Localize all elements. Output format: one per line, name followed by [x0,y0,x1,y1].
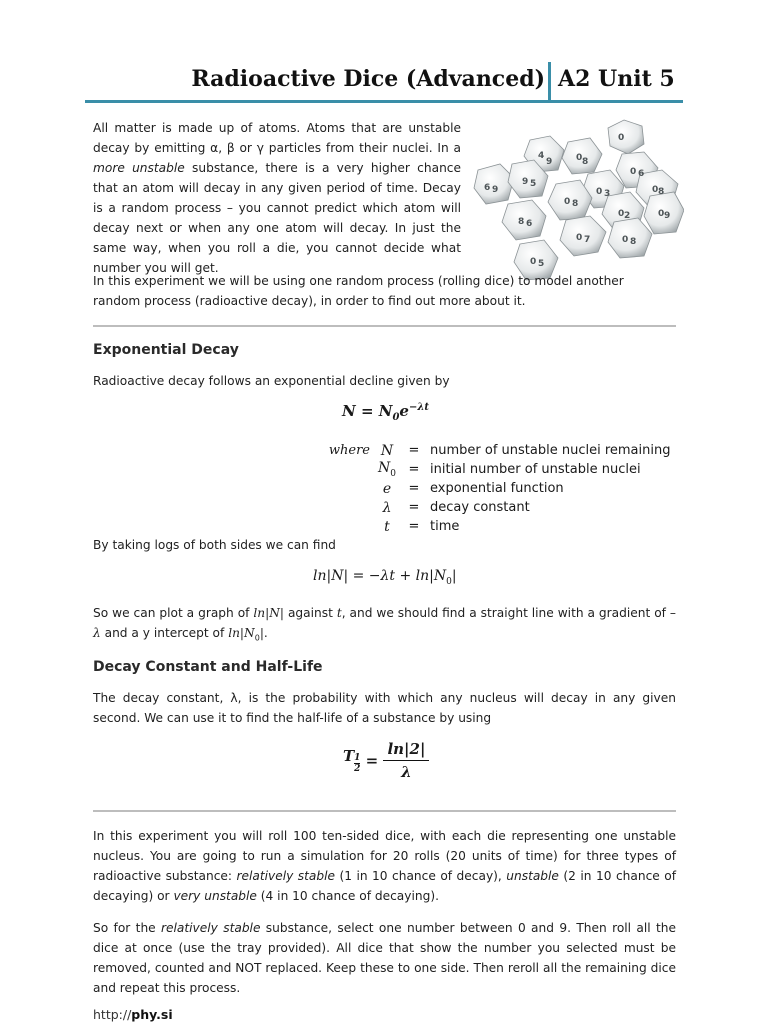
section-divider [93,325,676,327]
svg-text:9: 9 [546,157,553,167]
svg-text:8: 8 [658,187,665,197]
svg-text:5: 5 [538,259,545,269]
logs-intro: By taking logs of both sides we can find [93,538,336,552]
svg-text:5: 5 [530,179,537,189]
svg-text:9: 9 [492,185,499,195]
page-title: Radioactive Dice (Advanced) [191,66,545,92]
svg-text:0: 0 [618,209,625,219]
svg-text:9: 9 [664,211,671,221]
dice-photo [472,112,684,284]
svg-text:8: 8 [518,217,525,227]
graph-paragraph: So we can plot a graph of ln|N| against t, and we should find a straight line with a gradient of – λ and a y intercept of $\ln|N_0|$. [93,606,676,643]
svg-text:0: 0 [618,133,625,143]
svg-text:2: 2 [624,211,631,221]
definitions-table [328,441,670,536]
half-life-equation: T $\frac{1}{2}$ = $\frac{\ln|2|}{\lambda}$ [343,740,429,781]
svg-text:6: 6 [638,169,645,179]
svg-text:8: 8 [572,199,579,209]
svg-text:6: 6 [484,183,491,193]
svg-text:0: 0 [658,209,665,219]
svg-text:6: 6 [526,219,533,229]
header-divider [548,62,551,100]
header-rule [85,100,683,103]
definition-row: e = exponential function [382,480,564,497]
svg-text:0: 0 [596,187,603,197]
half-life-paragraph: The decay constant, λ, is the probability with which any nucleus will decay in any given second. We can use it to find the half-life of a substance by using [93,691,676,725]
svg-text:3: 3 [604,189,611,199]
experiment-paragraph: In this experiment you will roll 100 ten-sided dice, with each die representing one unstable nucleus. You are going to run a simulation for 20 rolls (20 units of time) for three types of radioactive substance: relatively stable (1 in 10 chance of decay), unstable (2 in 10 chance of decaying) or very unstable (4 in 10 chance of decaying). [93,829,676,903]
unit-label: A2 Unit 5 [558,66,675,92]
section-heading-exponential-decay: Exponential Decay [93,342,239,358]
svg-text:0: 0 [622,235,629,245]
footer-link[interactable]: http://phy.si [93,1007,173,1022]
experiment-paragraph-2: So for the relatively stable substance, select one number between 0 and 9. Then roll all the dice at once (use the tray provided). All dice that show the number you selected must be removed, counted and NOT replaced. Keep these to one side. Then reroll all the remaining dice and repeat this process. [93,921,676,995]
definition-row: t = time [384,518,460,535]
svg-text:0: 0 [564,197,571,207]
svg-text:4: 4 [538,151,545,161]
exp-decay-intro: Radioactive decay follows an exponential decline given by [93,374,450,388]
intro-paragraph: All matter is made up of atoms. Atoms that are unstable decay by emitting α, β or γ particles from their nuclei. In a more unstable substance, there is a very higher chance that an atom will decay in any given period of time. Decay is a random process – you cannot predict which atom will decay next or when any one atom will decay. In just the same way, when you roll a die, you cannot decide what number you will get. [93,121,461,275]
svg-text:7: 7 [584,235,591,245]
definition-row: where N = number of unstable nuclei remaining [328,442,671,459]
svg-text:0: 0 [530,257,537,267]
section-heading-half-life: Decay Constant and Half-Life [93,659,323,675]
log-equation: $\ln|N| = -\lambda t + \ln|N_0|$ [313,568,457,587]
definition-row: λ = decay constant [382,499,530,516]
svg-text:8: 8 [630,237,637,247]
intro-paragraph-2: In this experiment we will be using one random process (rolling dice) to model another random process (radioactive decay), in order to find out more about it. [93,274,624,308]
definition-row: $N_0$ = initial number of unstable nuclei [378,460,641,479]
dice-icon [472,112,684,284]
svg-text:9: 9 [522,177,529,187]
svg-text:0: 0 [576,233,583,243]
svg-text:8: 8 [582,157,589,167]
svg-text:0: 0 [576,153,583,163]
where-label: where [328,443,370,458]
section-divider [93,810,676,812]
decay-equation: $N = N_0e^{-\lambda t}$ [342,402,429,423]
svg-text:0: 0 [630,167,637,177]
svg-text:0: 0 [652,185,659,195]
